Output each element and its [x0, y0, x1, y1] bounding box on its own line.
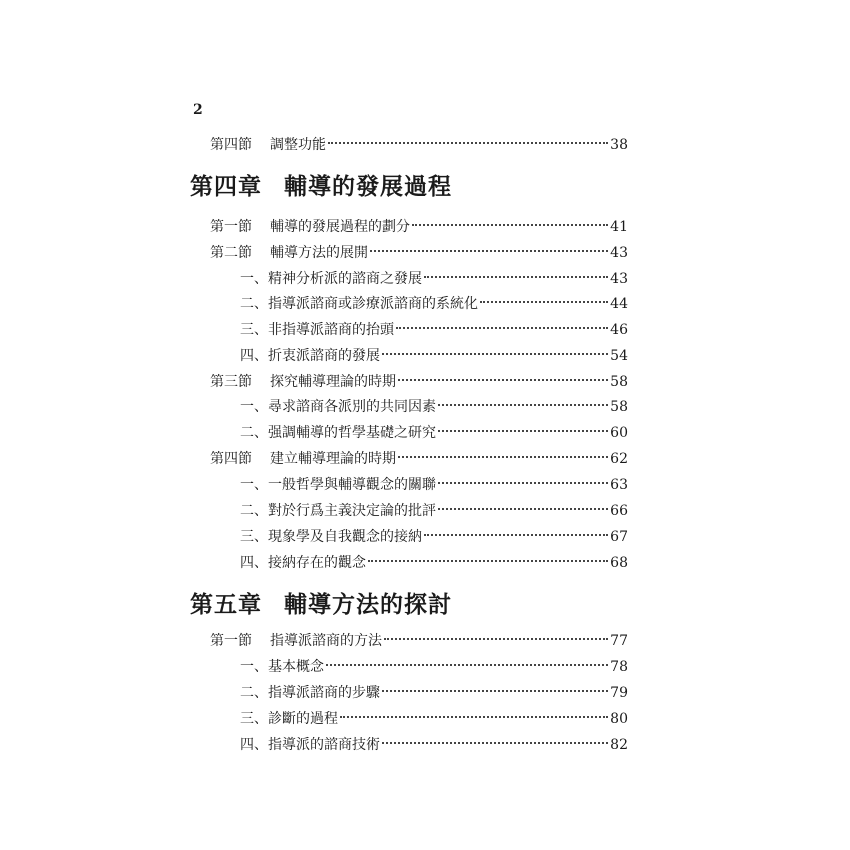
toc-item-row	[240, 346, 628, 366]
section-label: 第二節	[210, 245, 252, 261]
dot-leader	[424, 276, 608, 278]
chapter-title: 輔導方法的探討	[284, 591, 452, 618]
item-title: 二、强調輔導的哲學基礎之研究	[240, 425, 436, 441]
page-ref: 58	[610, 374, 628, 390]
page-ref: 66	[610, 503, 628, 519]
toc-item-row	[240, 553, 628, 573]
item-title: 四、折衷派諮商的發展	[240, 348, 380, 364]
item-title: 三、現象學及自我觀念的接納	[240, 529, 422, 545]
dot-leader	[396, 327, 608, 329]
item-title: 四、接納存在的觀念	[240, 555, 366, 571]
item-title: 一、精神分析派的諮商之發展	[240, 271, 422, 287]
dot-leader	[384, 638, 608, 640]
chapter-label: 第五章	[190, 591, 262, 618]
section-label: 第四節	[210, 137, 252, 153]
toc-item-row	[240, 683, 628, 703]
page-ref: 63	[610, 477, 628, 493]
item-title: 一、基本概念	[240, 659, 324, 675]
page-ref: 43	[610, 245, 628, 261]
section-label: 第三節	[210, 374, 252, 390]
page-ref: 43	[610, 271, 628, 287]
toc-section-row	[210, 217, 628, 237]
toc-section-row	[210, 372, 628, 392]
toc-item-row	[240, 735, 628, 755]
toc-item-row	[240, 320, 628, 340]
toc-section-row	[210, 449, 628, 469]
toc-item-row	[240, 657, 628, 677]
dot-leader	[340, 716, 608, 718]
chapter-title: 輔導的發展過程	[284, 173, 452, 200]
page-ref: 44	[610, 296, 628, 312]
chapter-heading	[190, 590, 452, 620]
dot-leader	[382, 353, 608, 355]
toc-item-row	[240, 475, 628, 495]
page-ref: 68	[610, 555, 628, 571]
item-title: 一、尋求諮商各派別的共同因素	[240, 399, 436, 415]
item-title: 一、一般哲學與輔導觀念的關聯	[240, 477, 436, 493]
item-title: 四、指導派的諮商技術	[240, 737, 380, 753]
dot-leader	[438, 430, 608, 432]
section-title: 輔導的發展過程的劃分	[270, 219, 410, 235]
toc-item-row	[240, 397, 628, 417]
page-ref: 80	[610, 711, 628, 727]
page-ref: 82	[610, 737, 628, 753]
dot-leader	[424, 534, 608, 536]
dot-leader	[398, 379, 608, 381]
dot-leader	[368, 560, 608, 562]
page-ref: 58	[610, 399, 628, 415]
section-label: 第一節	[210, 633, 252, 649]
dot-leader	[326, 664, 608, 666]
page-ref: 54	[610, 348, 628, 364]
dot-leader	[438, 508, 608, 510]
section-title: 指導派諮商的方法	[270, 633, 382, 649]
dot-leader	[382, 690, 608, 692]
toc-item-row	[240, 423, 628, 443]
dot-leader	[382, 742, 608, 744]
dot-leader	[328, 142, 608, 144]
toc-section-row	[210, 631, 628, 651]
page-ref: 79	[610, 685, 628, 701]
toc-item-row	[240, 709, 628, 729]
toc-section-row	[210, 243, 628, 263]
page-ref: 67	[610, 529, 628, 545]
chapter-heading	[190, 172, 452, 202]
dot-leader	[398, 456, 608, 458]
toc-item-row	[240, 269, 628, 289]
section-title: 輔導方法的展開	[270, 245, 368, 261]
toc-section-row	[210, 135, 628, 155]
toc-item-row	[240, 501, 628, 521]
section-title: 建立輔導理論的時期	[270, 451, 396, 467]
page-ref: 62	[610, 451, 628, 467]
toc-item-row	[240, 527, 628, 547]
item-title: 三、診斷的過程	[240, 711, 338, 727]
dot-leader	[438, 404, 608, 406]
section-title: 調整功能	[270, 137, 326, 153]
toc-item-row	[240, 294, 628, 314]
page-ref: 78	[610, 659, 628, 675]
page-number: 2	[193, 102, 203, 118]
item-title: 二、指導派諮商的步驟	[240, 685, 380, 701]
item-title: 三、非指導派諮商的抬頭	[240, 322, 394, 338]
item-title: 二、對於行爲主義決定論的批評	[240, 503, 436, 519]
page-ref: 77	[610, 633, 628, 649]
page-ref: 60	[610, 425, 628, 441]
section-label: 第四節	[210, 451, 252, 467]
chapter-label: 第四章	[190, 173, 262, 200]
dot-leader	[412, 224, 608, 226]
dot-leader	[370, 250, 608, 252]
item-title: 二、指導派諮商或診療派諮商的系統化	[240, 296, 478, 312]
section-title: 探究輔導理論的時期	[270, 374, 396, 390]
dot-leader	[480, 301, 608, 303]
page-ref: 38	[610, 137, 628, 153]
dot-leader	[438, 482, 608, 484]
page-ref: 41	[610, 219, 628, 235]
page-ref: 46	[610, 322, 628, 338]
section-label: 第一節	[210, 219, 252, 235]
